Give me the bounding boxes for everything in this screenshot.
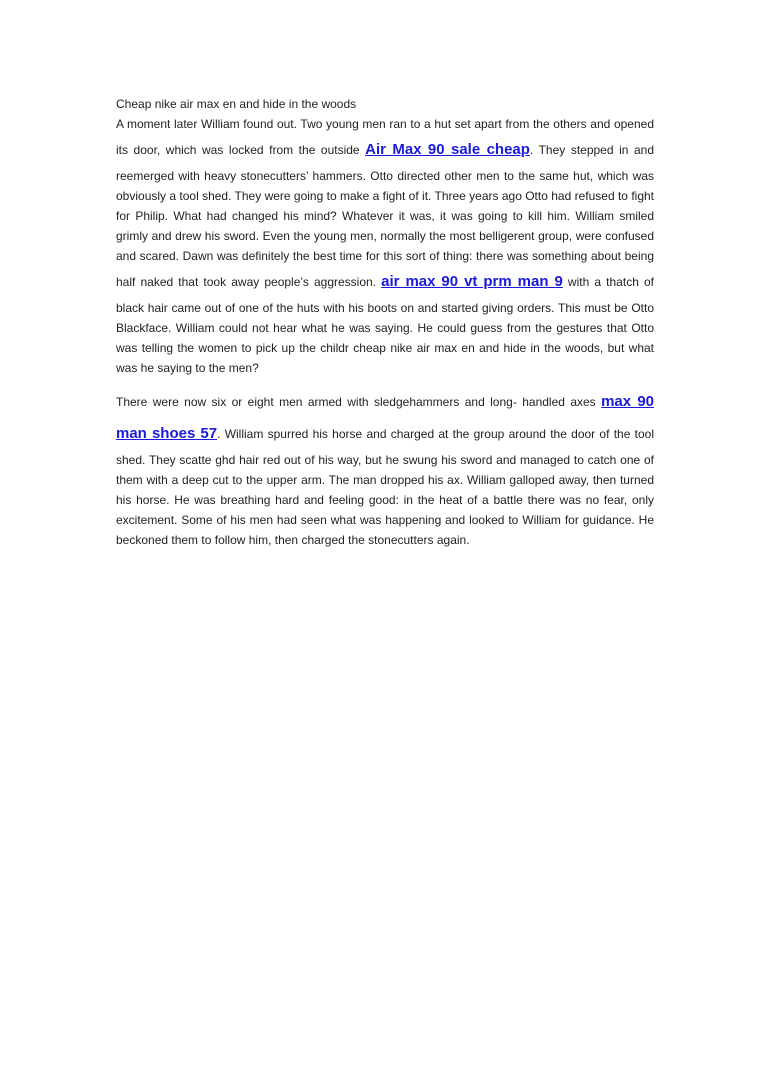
- document-body: [116, 94, 654, 550]
- paragraph-2: [116, 386, 654, 550]
- paragraph-1: [116, 114, 654, 378]
- document-title: Cheap nike air max en and hide in the woods: [116, 97, 357, 111]
- paragraph-2-text-b: . William spurred his horse and charged at the group around the door of the tool shed. They scatte ghd hair red out of his way, but he swung his sword and managed to catch one of them with a deep cut to the upper arm. The man dropped his ax. William galloped away, then turned his horse. He was breathing hard and feeling good: in the heat of a battle there was no fear, only excitement. Some of his men had seen what was happening and looked to William for guidance. He beckoned them to follow him, then charged the stonecutters again.: [116, 427, 655, 547]
- paragraph-1-text-b: . They stepped in and reemerged with heavy stonecutters’ hammers. Otto directed other men to the same hut, which was obviously a tool shed. They were going to make a fight of it. Three years ago Otto had refused to fight for Philip. What had changed his mind? Whatever it was, it was going to kill him. William smiled grimly and drew his sword. Even the young men, normally the most belligerent group, were confused and scared. Dawn was definitely the best time for this sort of thing: there was something about being half naked that took away people’s aggression.: [116, 143, 654, 289]
- link-air-max-90-vt-prm-man-9[interactable]: air max 90 vt prm man 9: [381, 273, 563, 290]
- link-max-90-man-shoes-57[interactable]: max 90 man shoes 57: [116, 393, 655, 442]
- paragraph-1-text-c: with a thatch of black hair came out of one of the huts with his boots on and started giving orders. This must be Otto Blackface. William could not hear what he was saying. He could guess from the gestures that Otto was telling the women to pick up the childr cheap nike air max en and hide in the woods, but what was he saying to the men?: [116, 275, 654, 375]
- paragraph-2-text-a: There were now six or eight men armed with sledgehammers and long- handled axes: [116, 395, 602, 409]
- paragraph-1-text-a: A moment later William found out. Two young men ran to a hut set apart from the others and opened its door, which was locked from the outside: [116, 117, 654, 157]
- link-air-max-90-sale-cheap[interactable]: Air Max 90 sale cheap: [365, 141, 530, 158]
